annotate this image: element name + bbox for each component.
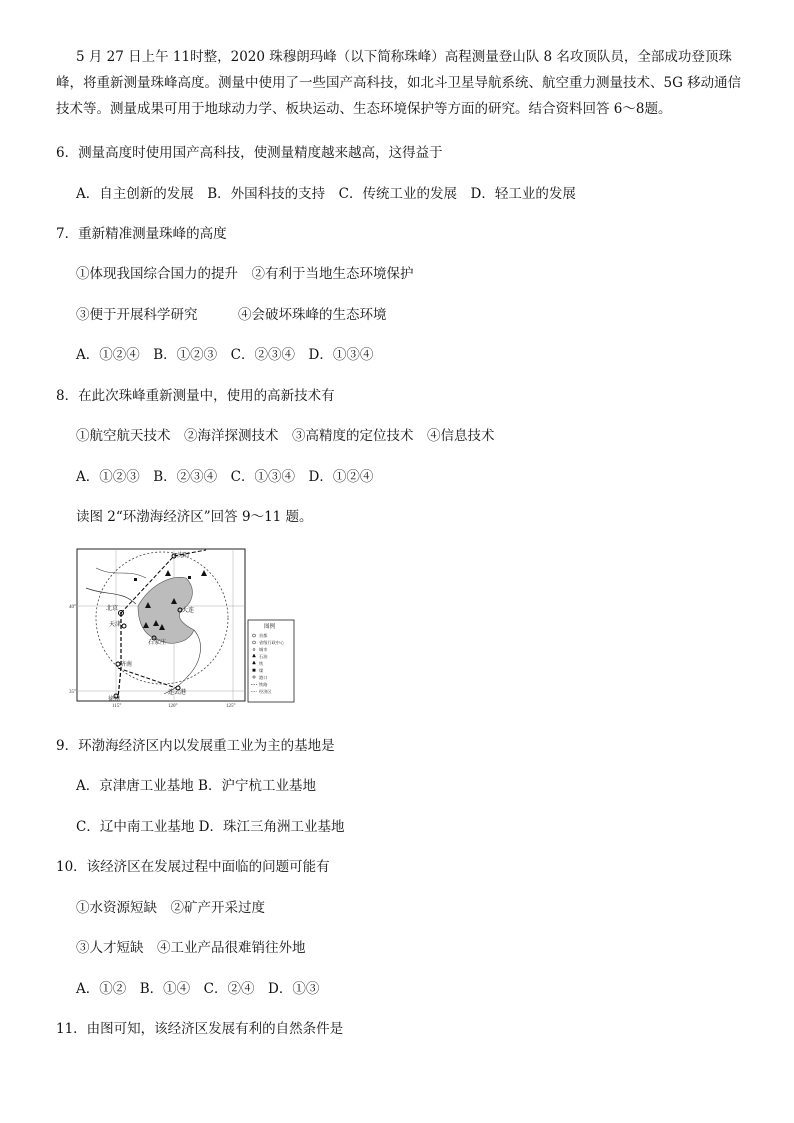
question-7-item-1: ①体现我国综合国力的提升 ②有利于当地生态环境保护 (76, 266, 414, 282)
lon-label: 125° (226, 704, 236, 709)
coal-icon (188, 576, 191, 579)
legend-item: 铁 (259, 661, 264, 666)
legend-item: 经济区 (259, 689, 272, 694)
city-label-shijiazhuang: 石家庄 (148, 640, 167, 646)
lon-label: 115° (112, 704, 122, 709)
city-label-shenyang: 沈阳 (177, 553, 190, 559)
question-10-stem: 10．该经济区在发展过程中面临的问题可能有 (56, 859, 330, 875)
question-10-item-1: ①水资源短缺 ②矿产开采过度 (76, 900, 265, 916)
question-6-stem: 6．测量高度时使用国产高科技，使测量精度越来越高，这得益于 (56, 145, 443, 161)
legend-item: 首都 (259, 633, 268, 638)
lon-label: 120° (168, 704, 178, 709)
city-label-dalian: 大连 (182, 608, 195, 614)
bohai-economic-zone-map (69, 548, 298, 709)
city-label-tianjin: 天津 (109, 622, 122, 628)
city-label-xuzhou: 徐州 (108, 697, 121, 703)
city-label-lianyungang: 连云港 (168, 690, 187, 696)
legend-item: 石油 (259, 654, 268, 659)
legend-item: 铁路 (259, 682, 268, 687)
legend-title: 图例 (264, 624, 276, 630)
question-9-options-2: C．辽中南工业基地 D．珠江三角洲工业基地 (76, 819, 345, 835)
question-7-item-2: ③便于开展科学研究 ④会破坏珠峰的生态环境 (76, 307, 387, 323)
question-11-stem: 11．由图可知，该经济区发展有利的自然条件是 (56, 1021, 344, 1037)
legend-item: 城市 (259, 647, 268, 652)
question-7-options: A．①②④ B．①②③ C．②③④ D．①③④ (76, 347, 374, 363)
question-7-stem: 7．重新精准测量珠峰的高度 (56, 226, 227, 242)
question-9-options-1: A．京津唐工业基地 B．沪宁杭工业基地 (76, 778, 316, 794)
lat-label: 35° (69, 690, 76, 695)
legend-item: 港口 (259, 675, 268, 680)
question-8-options: A．①②③ B．②③④ C．①③④ D．①②④ (76, 469, 374, 485)
question-10-item-2: ③人才短缺 ④工业产品很难销往外地 (76, 940, 306, 956)
city-label-beijing: 北京 (106, 606, 119, 612)
city-label-jinan: 济南 (120, 662, 133, 668)
intro-paragraph: 5 月 27 日上午 11时整，2020 珠穆朗玛峰（以下简称珠峰）高程测量登山队 8 名攻顶队员，全部成功登顶珠峰，将重新测量珠峰高度。测量中使用了一些国产高科技，如北斗卫星导航系统、航空重力测量技术、5G 移动通信技术等。测量成果可用于地球动力学、板块运动、生态环境保护等方面的研究。结合资料回答 6～8题。 (56, 49, 742, 117)
question-9-stem: 9．环渤海经济区内以发展重工业为主的基地是 (56, 738, 335, 754)
lat-label: 40° (69, 605, 76, 610)
question-8-stem: 8．在此次珠峰重新测量中，使用的高新技术有 (56, 388, 335, 404)
coal-legend-icon (253, 669, 255, 671)
legend-item: 省级行政中心 (259, 640, 285, 645)
question-6-options: A．自主创新的发展 B．外国科技的支持 C．传统工业的发展 D．轻工业的发展 (76, 186, 576, 202)
legend-item: 煤 (259, 668, 264, 673)
question-8-item-1: ①航空航天技术 ②海洋探测技术 ③高精度的定位技术 ④信息技术 (76, 428, 495, 444)
iron-icon (134, 578, 137, 581)
figure-intro: 读图 2“环渤海经济区”回答 9～11 题。 (76, 509, 313, 525)
question-10-options: A．①② B．①④ C．②④ D．①③ (76, 981, 320, 997)
